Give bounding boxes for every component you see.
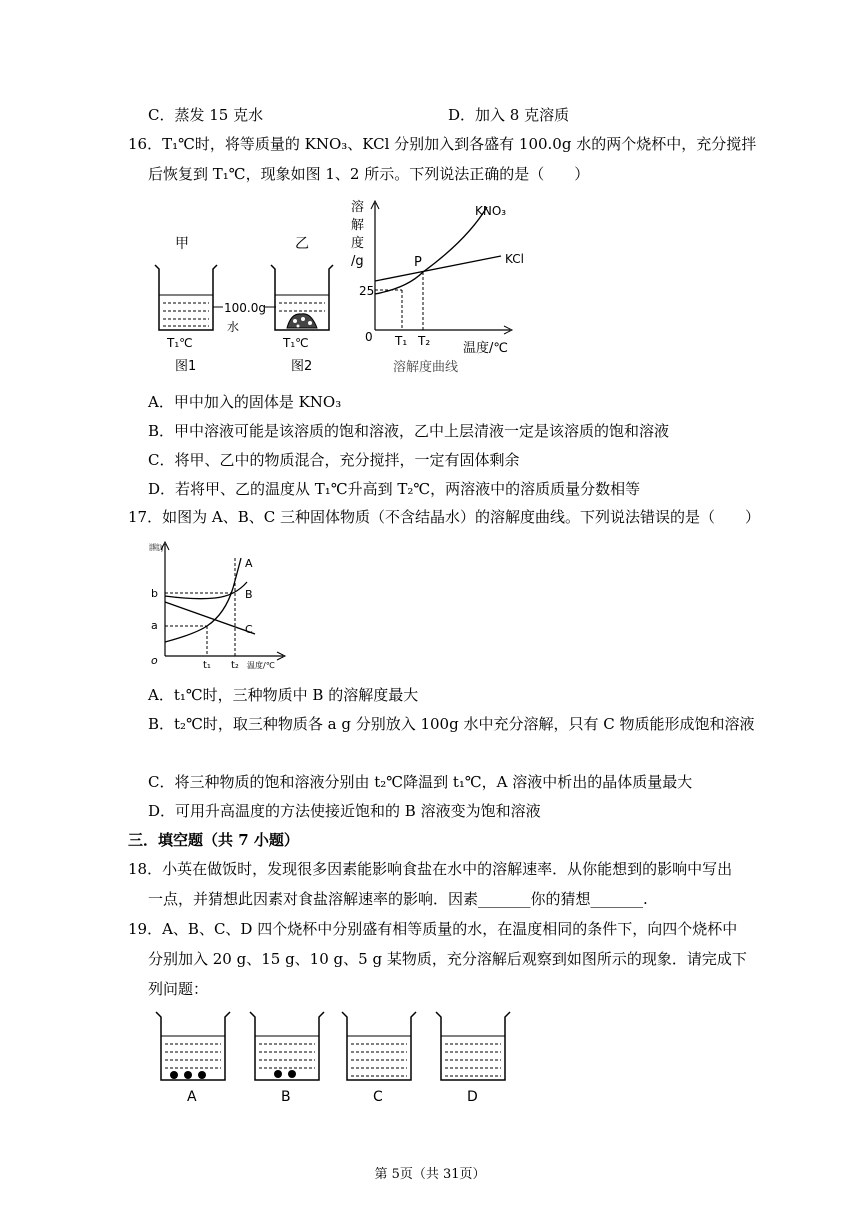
beaker-jia bbox=[155, 265, 217, 330]
q18-line1: 18．小英在做饭时，发现很多因素能影响食盐在水中的溶解速率．从你能想到的影响中写出 bbox=[128, 860, 733, 878]
q17-option-b: B．t₂℃时，取三种物质各 a g 分别放入 100g 水中充分溶解，只有 C 物质能形成饱和溶液 bbox=[148, 715, 755, 733]
water-mass-label: 100.0g bbox=[224, 301, 266, 315]
q17-option-d: D．可用升高温度的方法使接近饱和的 B 溶液变为饱和溶液 bbox=[148, 802, 541, 820]
q17-label-c: C bbox=[245, 623, 253, 636]
q19-beaker-d bbox=[436, 1012, 510, 1080]
q19-beaker-a bbox=[156, 1012, 230, 1080]
q17-origin: o bbox=[151, 654, 158, 667]
q17-label-a: A bbox=[245, 557, 253, 570]
q15-option-d: D．加入 8 克溶质 bbox=[448, 106, 570, 124]
q16-stem-line2: 后恢复到 T₁℃，现象如图 1、2 所示。下列说法正确的是（ ） bbox=[148, 165, 590, 183]
q16-solubility-chart bbox=[351, 199, 524, 375]
q17-stem: 17．如图为 A、B、C 三种固体物质（不含结晶水）的溶解度曲线。下列说法错误的是（ ） bbox=[128, 508, 760, 526]
q19-figure bbox=[150, 1008, 530, 1108]
q16-option-b: B．甲中溶液可能是该溶质的饱和溶液，乙中上层清液一定是该溶质的饱和溶液 bbox=[148, 422, 670, 440]
q16-option-d: D．若将甲、乙的温度从 T₁℃升高到 T₂℃，两溶液中的溶质质量分数相等 bbox=[148, 480, 641, 498]
q16-option-c: C．将甲、乙中的物质混合，充分搅拌，一定有固体剩余 bbox=[148, 451, 520, 469]
q17-label-b: B bbox=[245, 588, 253, 601]
q17-tick-a: a bbox=[151, 619, 158, 632]
beaker-yi bbox=[271, 265, 333, 330]
q16-point-p: P bbox=[414, 255, 422, 270]
water-label: 水 bbox=[227, 320, 240, 334]
q16-tick-t2: T₂ bbox=[418, 334, 431, 348]
q16-xlabel: 温度/℃ bbox=[463, 341, 508, 356]
q19-beaker-c bbox=[342, 1012, 416, 1080]
q16-chart-caption: 溶解度曲线 bbox=[393, 360, 459, 375]
q16-stem-line1: 16．T₁℃时，将等质量的 KNO₃、KCl 分别加入到各盛有 100.0g 水的两个烧杯中，充分搅拌 bbox=[128, 135, 757, 153]
q16-legend-kno3: KNO₃ bbox=[475, 204, 507, 218]
q16-tick-t1: T₁ bbox=[395, 334, 408, 348]
q19-line1: 19．A、B、C、D 四个烧杯中分别盛有相等质量的水，在温度相同的条件下，向四个烧杯中 bbox=[128, 920, 738, 938]
q19-line3: 列问题： bbox=[148, 980, 209, 998]
q19-beaker-b bbox=[250, 1012, 324, 1080]
beaker-jia-temp: T₁℃ bbox=[167, 336, 193, 350]
fig1-caption: 图1 bbox=[175, 359, 197, 374]
q17-figure bbox=[145, 538, 295, 673]
q17-tick-t1: t₁ bbox=[203, 660, 211, 671]
q19-label-d: D bbox=[467, 1089, 478, 1105]
q17-option-a: A．t₁℃时，三种物质中 B 的溶解度最大 bbox=[148, 686, 419, 704]
q17-curve-a bbox=[165, 558, 241, 642]
beaker-yi-label: 乙 bbox=[295, 236, 309, 252]
q17-tick-t2: t₂ bbox=[231, 660, 239, 671]
section-3-heading: 三．填空题（共 7 小题） bbox=[128, 831, 299, 849]
q16-option-a: A．甲中加入的固体是 KNO₃ bbox=[148, 393, 342, 411]
q16-legend-kcl: KCl bbox=[505, 252, 524, 266]
q16-figure bbox=[145, 195, 545, 385]
q19-line2: 分别加入 20 g、15 g、10 g、5 g 某物质，充分溶解后观察到如图所示的现象．请完成下 bbox=[148, 950, 747, 968]
q17-tick-b: b bbox=[151, 587, 158, 600]
q16-ylabel-3: 度 bbox=[351, 236, 365, 251]
q16-ylabel-2: 解 bbox=[351, 218, 365, 233]
q17-xlabel: 温度/℃ bbox=[247, 661, 275, 670]
q17-option-c: C．将三种物质的饱和溶液分别由 t₂℃降温到 t₁℃，A 溶液中析出的晶体质量最大 bbox=[148, 773, 693, 791]
page-footer: 第 5页（共 31页） bbox=[374, 1167, 486, 1182]
q19-label-c: C bbox=[373, 1089, 383, 1105]
fig2-caption: 图2 bbox=[291, 359, 313, 374]
q17-ylabel-visible bbox=[149, 542, 163, 552]
q18-line2: 一点，并猜想此因素对食盐溶解速率的影响．因素_______你的猜想_______. bbox=[148, 890, 648, 908]
q16-ylabel-1: 溶 bbox=[351, 200, 365, 215]
beaker-yi-temp: T₁℃ bbox=[283, 336, 309, 350]
q17-curve-c bbox=[165, 602, 255, 634]
q16-ylabel-4: /g bbox=[351, 254, 364, 269]
q15-option-c: C．蒸发 15 克水 bbox=[148, 106, 264, 124]
beaker-jia-label: 甲 bbox=[175, 236, 189, 252]
q16-origin: 0 bbox=[365, 330, 373, 344]
q19-label-b: B bbox=[281, 1089, 291, 1105]
q16-tick-25: 25 bbox=[359, 284, 375, 298]
q16-curve-kno3 bbox=[375, 207, 487, 294]
q19-label-a: A bbox=[187, 1089, 197, 1105]
